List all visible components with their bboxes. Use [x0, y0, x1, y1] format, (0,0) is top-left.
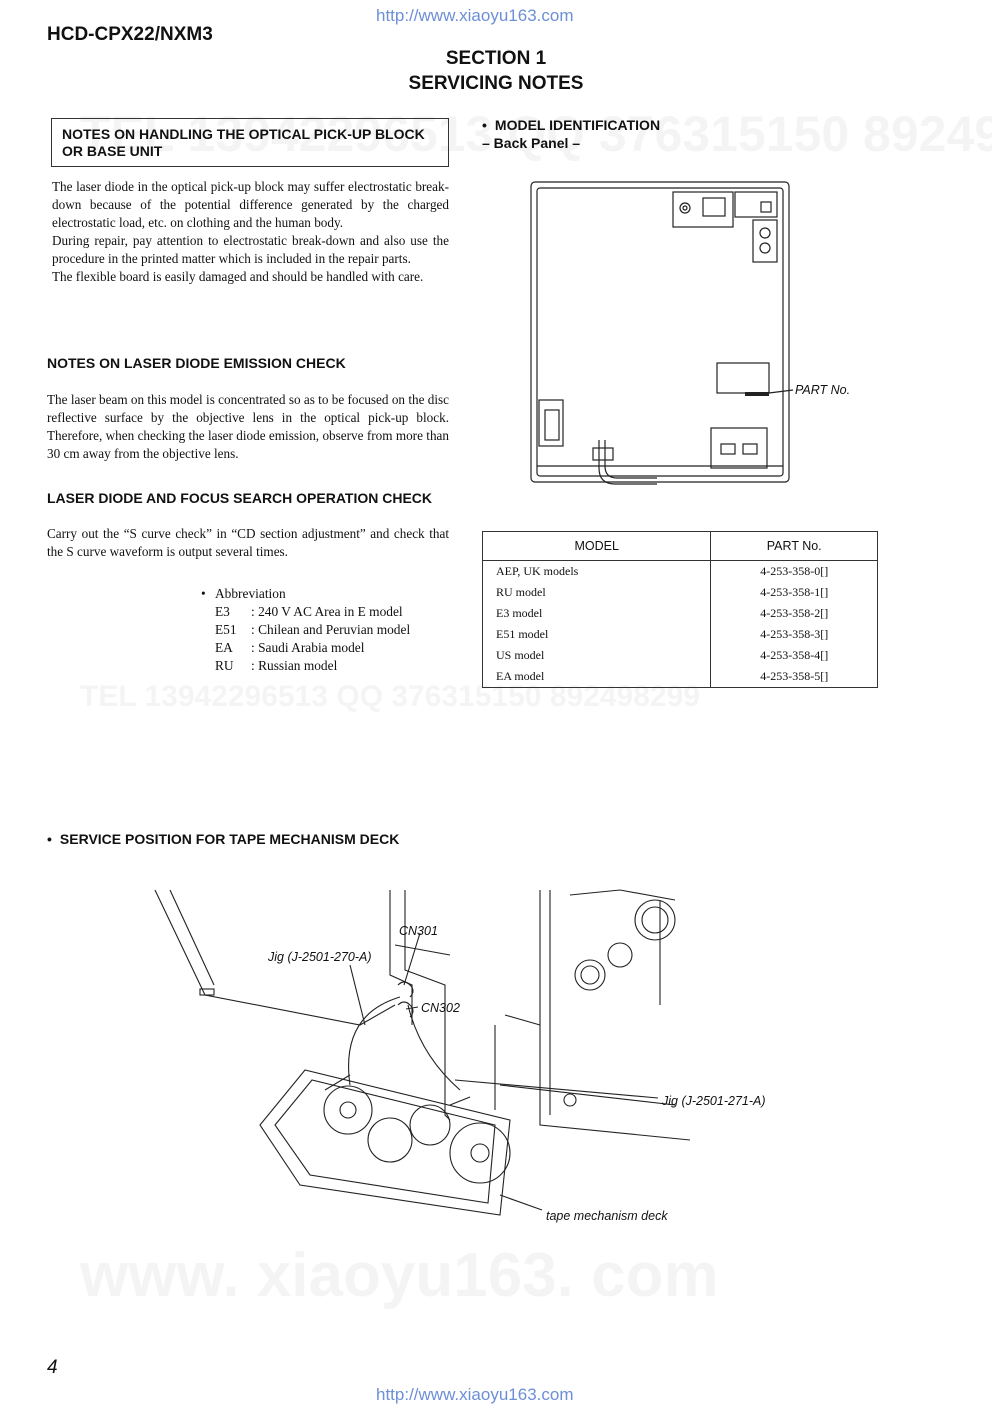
- screw: [564, 1094, 576, 1106]
- jig1-leader: [350, 965, 365, 1025]
- table-header-model: MODEL: [483, 532, 711, 561]
- abbreviation-code: E51: [215, 622, 237, 637]
- service-position-heading: [47, 831, 399, 847]
- emission-check-text: The laser beam on this model is concentrated so as to be focused on the disc reflective surface by the objective lens in the optical pick-up block. Therefore, when checking the laser diode emission, observe from more than 30 cm away from the objective lens.: [47, 392, 449, 461]
- board-shelf: [395, 945, 450, 955]
- top-url-link[interactable]: http://www.xiaoyu163.com: [376, 6, 574, 25]
- deck-leader: [500, 1195, 542, 1210]
- bottom-url-link[interactable]: http://www.xiaoyu163.com: [376, 1385, 574, 1404]
- cn301-label: CN301: [399, 924, 438, 938]
- model-part-table: [482, 531, 878, 688]
- front-panel-edge: [170, 890, 214, 985]
- section-number: SECTION 1: [445, 48, 547, 69]
- model-identification-title: MODEL IDENTIFICATION: [494, 117, 661, 133]
- part-number-stripe: [745, 392, 769, 396]
- speaker-connector: [743, 444, 757, 454]
- abbreviation-code: EA: [215, 640, 233, 655]
- knob-inner: [642, 907, 668, 933]
- table-row: [483, 603, 878, 624]
- model-identification-heading: [482, 117, 660, 133]
- back-panel-subheading: – Back Panel –: [482, 135, 581, 151]
- table-cell-part-no: 4-253-358-0[]: [760, 564, 829, 578]
- abbreviation-code: E3: [215, 604, 230, 619]
- table-cell-part-no: 4-253-358-1[]: [760, 585, 829, 599]
- cn301-leader: [404, 933, 420, 985]
- abbreviation-list: [201, 585, 410, 675]
- handling-notes-text: [52, 178, 449, 286]
- table-cell-part-no: 4-253-358-2[]: [760, 606, 829, 620]
- watermark-www: [80, 1240, 719, 1311]
- table-row: [483, 666, 878, 688]
- focus-search-text: Carry out the “S curve check” in “CD section adjustment” and check that the S curve waveform is output several times.: [47, 526, 449, 559]
- wire-harness: [408, 1005, 460, 1090]
- abbreviation-item: [201, 657, 410, 675]
- cord-clamp: [593, 448, 613, 460]
- terminal-socket: [703, 198, 725, 216]
- deck-reel: [324, 1086, 372, 1134]
- abbreviation-code: RU: [215, 658, 234, 673]
- part-no-label: PART No.: [795, 383, 851, 397]
- handling-notes-box: [51, 118, 449, 167]
- screw: [680, 203, 690, 213]
- chassis-top: [570, 890, 675, 900]
- wire-harness: [349, 997, 400, 1085]
- back-panel-outline: [531, 182, 789, 482]
- main-board: [390, 890, 412, 1025]
- table-cell-part-no: 4-253-358-3[]: [760, 627, 829, 641]
- back-panel-diagram: [525, 178, 865, 493]
- table-cell-model: RU model: [483, 582, 711, 603]
- service-position-title: SERVICE POSITION FOR TAPE MECHANISM DECK: [59, 831, 400, 847]
- table-cell-model: AEP, UK models: [483, 561, 711, 583]
- table-row: [483, 645, 878, 666]
- handling-paragraph: The flexible board is easily damaged and should be handled with care.: [52, 269, 424, 284]
- chassis-lower: [500, 1085, 675, 1105]
- handling-box-title-line2: OR BASE UNIT: [62, 143, 163, 159]
- deck-reel: [450, 1123, 510, 1183]
- jig-270-label: Jig (J-2501-270-A): [268, 950, 372, 964]
- section-title: SERVICING NOTES: [408, 73, 584, 94]
- bullet: •: [201, 586, 206, 601]
- table-cell-part-no: 4-253-358-4[]: [760, 648, 829, 662]
- page-number: 4: [47, 1357, 58, 1378]
- handling-box-title-line1: NOTES ON HANDLING THE OPTICAL PICK-UP BLOCK: [62, 126, 425, 142]
- abbreviation-item: [201, 639, 410, 657]
- abbreviation-desc: : Chilean and Peruvian model: [251, 622, 411, 637]
- deck-reel: [410, 1105, 450, 1145]
- deck-outline: [260, 1070, 510, 1215]
- cn302-label: CN302: [421, 1001, 460, 1015]
- speaker-connector: [721, 444, 735, 454]
- table-header-row: [483, 532, 878, 561]
- bullet: •: [482, 117, 487, 133]
- abbreviation-item: [201, 621, 410, 639]
- table-cell-model: US model: [483, 645, 711, 666]
- part-number-label: [717, 363, 769, 393]
- deck-inner: [275, 1080, 495, 1203]
- back-panel-inner: [537, 188, 783, 476]
- jig2-leader: [455, 1080, 658, 1098]
- table-row: [483, 561, 878, 583]
- knob: [575, 960, 605, 990]
- tape-deck-label: tape mechanism deck: [546, 1209, 668, 1223]
- table-row: [483, 582, 878, 603]
- deck-guide: [450, 1097, 470, 1105]
- abbreviation-item: [201, 603, 410, 621]
- table-cell-model: E3 model: [483, 603, 711, 624]
- table-header-part-no: PART No.: [711, 532, 878, 561]
- handling-paragraph: During repair, pay attention to electrostatic break-down and also use the procedure in the printed matter which is included in the repair parts.: [52, 233, 449, 266]
- deck-reel: [368, 1118, 412, 1162]
- abbreviation-title: Abbreviation: [215, 586, 286, 601]
- deck-hub: [340, 1102, 356, 1118]
- jack: [760, 228, 770, 238]
- power-switch: [545, 410, 559, 440]
- abbreviation-desc: : 240 V AC Area in E model: [251, 604, 403, 619]
- focus-search-heading: LASER DIODE AND FOCUS SEARCH OPERATION CHECK: [47, 490, 433, 506]
- antenna-socket: [761, 202, 771, 212]
- tape-mechanism-diagram: [150, 885, 690, 1245]
- jack-panel: [753, 220, 777, 262]
- screw-inner: [683, 206, 687, 210]
- knob-inner: [581, 966, 599, 984]
- table-row: [483, 624, 878, 645]
- table-cell-model: EA model: [483, 666, 711, 688]
- chassis-back: [505, 1015, 540, 1025]
- handling-paragraph: The laser diode in the optical pick-up block may suffer electrostatic break-down because of the potential difference generated by the charged electrostatic load, etc. on clothing and the human body.: [52, 179, 449, 230]
- table-cell-part-no: 4-253-358-5[]: [760, 669, 829, 683]
- jack: [760, 243, 770, 253]
- knob: [608, 943, 632, 967]
- emission-check-heading: NOTES ON LASER DIODE EMISSION CHECK: [47, 355, 346, 371]
- abbreviation-title-row: [201, 585, 410, 603]
- jig-271-label: Jig (J-2501-271-A): [662, 1094, 766, 1108]
- deck-guide: [325, 1075, 350, 1090]
- deck-hub: [471, 1144, 489, 1162]
- bullet: •: [47, 831, 52, 847]
- abbreviation-desc: : Saudi Arabia model: [251, 640, 365, 655]
- abbreviation-desc: : Russian model: [251, 658, 338, 673]
- speaker-output-block: [711, 428, 767, 468]
- model-title: HCD-CPX22/NXM3: [47, 24, 213, 45]
- knob: [635, 900, 675, 940]
- table-cell-model: E51 model: [483, 624, 711, 645]
